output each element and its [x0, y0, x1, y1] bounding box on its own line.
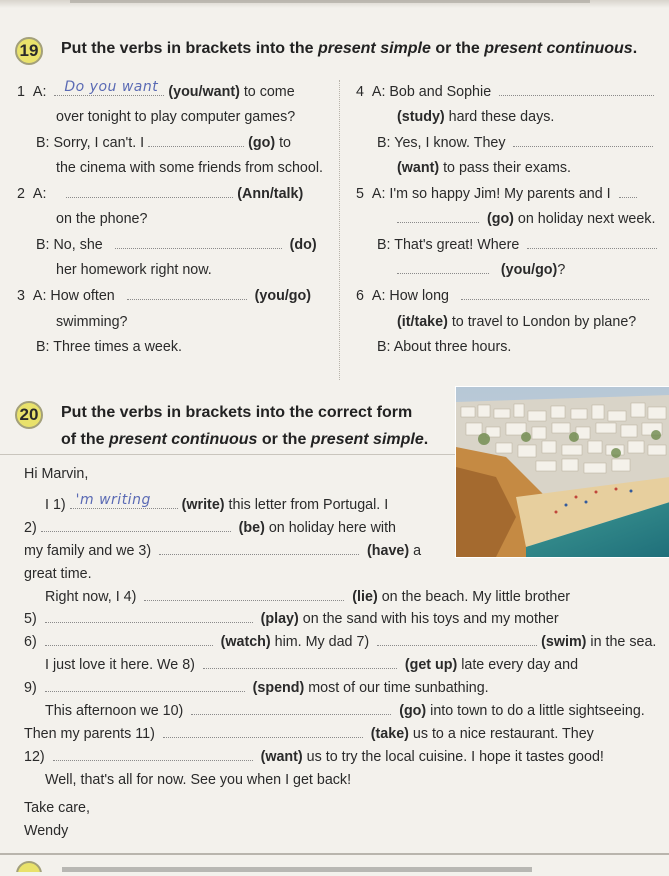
beach-photo [455, 386, 669, 558]
answer-blank[interactable] [397, 261, 489, 274]
item-5-line-a2: (go) on holiday next week. [397, 210, 655, 228]
item-3-line-b: B: Three times a week. [36, 339, 182, 355]
handwritten-answer: 'm writing [75, 492, 151, 508]
letter-line-5: Right now, I 4) (lie) on the beach. My little brother [45, 589, 571, 605]
item-1-line-a: 1 A: Do you want (you/want) to come [17, 79, 295, 100]
letter-line-1: I 1) 'm writing (write) this letter from Portugal. I [45, 492, 389, 513]
answer-blank[interactable] [115, 236, 282, 249]
letter-signature: Wendy [24, 823, 69, 839]
answer-blank[interactable] [144, 588, 344, 601]
answer-blank[interactable] [527, 236, 657, 249]
instr-tense-1: present simple [317, 40, 431, 57]
answer-blank[interactable] [461, 287, 649, 300]
letter-line-8: I just love it here. We 8) (get up) late every day and [45, 657, 579, 673]
item-2-line-a2: on the phone? [56, 211, 148, 227]
answer-blank[interactable] [127, 287, 247, 300]
letter-line-4: great time. [24, 566, 92, 582]
exercise-20-instruction-line2: of the present continuous or the present simple. [61, 431, 429, 448]
letter-line-9: 9) (spend) most of our time sunbathing. [24, 680, 489, 696]
item-1-line-a2: over tonight to play computer games? [56, 109, 296, 125]
item-3-line-a2: swimming? [56, 314, 128, 330]
letter-line-7: 6) (watch) him. My dad 7) (swim) in the sea. [24, 634, 657, 650]
instr-text: or the [430, 40, 485, 57]
answer-blank[interactable] [499, 83, 654, 96]
instr-text: . [632, 40, 638, 57]
item-4-line-a: 4 A: Bob and Sophie [356, 83, 654, 101]
letter-greeting: Hi Marvin, [24, 466, 89, 482]
item-4-line-b: B: Yes, I know. They [377, 134, 653, 152]
answer-blank[interactable] [54, 79, 164, 96]
item-1-line-b2: the cinema with some friends from school. [56, 160, 323, 176]
item-3-line-a: 3 A: How often (you/go) [17, 288, 312, 304]
item-2-line-b: B: No, she (do) [36, 237, 317, 253]
item-2-line-a: 2 A: (Ann/talk) [17, 186, 304, 202]
exercise-20-instruction-line1: Put the verbs in brackets into the correct form [61, 404, 413, 421]
answer-blank[interactable] [45, 633, 213, 646]
answer-blank[interactable] [53, 748, 253, 761]
exercise-19-instruction [61, 40, 637, 58]
answer-blank[interactable] [41, 519, 231, 532]
next-exercise-cut [0, 856, 669, 872]
instr-tense-2: present continuous [484, 40, 633, 57]
answer-blank[interactable] [45, 610, 253, 623]
answer-blank[interactable] [377, 633, 537, 646]
item-6-line-b: B: About three hours. [377, 339, 512, 355]
item-1-line-b: B: Sorry, I can't. I (go) to [36, 135, 292, 151]
handwritten-answer: Do you want [64, 79, 159, 95]
letter-line-13: Well, that's all for now. See you when I get back! [45, 772, 352, 788]
previous-exercise-cut [0, 0, 669, 8]
letter-line-6: 5) (play) on the sand with his toys and my mother [24, 611, 559, 627]
answer-blank[interactable] [191, 702, 391, 715]
letter-line-2: 2) (be) on holiday here with [24, 520, 397, 536]
letter-line-11: Then my parents 11) (take) us to a nice restaurant. They [24, 726, 594, 742]
item-6-line-a: 6 A: How long [356, 287, 649, 305]
item-4-line-b2: (want) to pass their exams. [397, 160, 571, 176]
exercise-20-badge: 20 [15, 401, 43, 429]
letter-line-3: my family and we 3) (have) a [24, 543, 422, 559]
letter-line-12: 12) (want) us to try the local cuisine. I hope it tastes good! [24, 749, 604, 765]
answer-blank[interactable] [148, 134, 244, 147]
answer-blank[interactable] [66, 185, 233, 198]
letter-line-10: This afternoon we 10) (go) into town to do a little sightseeing. [45, 703, 645, 719]
letter-closing: Take care, [24, 800, 90, 816]
answer-blank[interactable] [397, 210, 479, 223]
instr-text: Put the verbs in brackets into the [61, 40, 318, 57]
column-divider [339, 80, 340, 380]
answer-blank[interactable] [163, 725, 363, 738]
item-2-line-b2: her homework right now. [56, 262, 212, 278]
exercise-19-badge: 19 [15, 37, 43, 65]
answer-blank[interactable] [203, 656, 397, 669]
answer-blank[interactable] [513, 134, 653, 147]
item-5-line-a: 5 A: I'm so happy Jim! My parents and I [356, 185, 637, 203]
answer-blank[interactable] [159, 542, 359, 555]
item-5-line-b2: (you/go)? [397, 261, 565, 279]
item-6-line-a2: (it/take) to travel to London by plane? [397, 314, 637, 330]
answer-blank[interactable] [45, 679, 245, 692]
answer-blank[interactable] [70, 492, 178, 509]
item-4-line-a2: (study) hard these days. [397, 109, 555, 125]
answer-blank[interactable] [619, 185, 637, 198]
item-5-line-b: B: That's great! Where [377, 236, 657, 254]
